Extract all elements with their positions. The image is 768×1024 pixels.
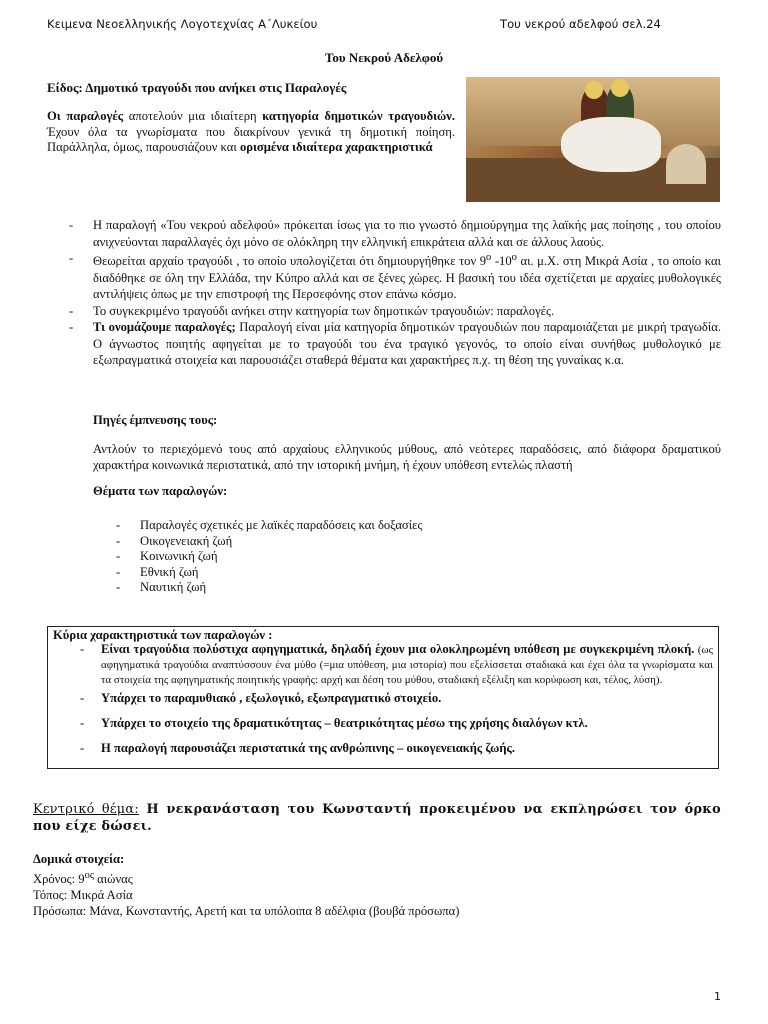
painting-horse (561, 117, 661, 172)
intro-bold-1: Οι παραλογές (47, 109, 124, 123)
intro-bold-2: κατηγορία δημοτικών τραγουδιών. (262, 109, 455, 123)
list-item: - Εθνική ζωή (93, 565, 422, 581)
intro-text-1: αποτελούν μια ιδιαίτερη (123, 109, 263, 123)
list-item-text: Παραλογή είναι μία κατηγορία δημοτικών τραγουδιών που παραμοιάζεται με μικρή τραγωδία. Ο άγνωστος ποιητής αφηγείται με το τραγούδι του ένα τραγικό γεγονός, το οποίο είναι συνήθως μυθολογικό με εξωπραγματικά στοιχεία και παρουσιάζει σταθερά θέματα και χαρακτήρες π.χ. τη θέση της γυναίκας κ.α. (93, 320, 721, 368)
superscript: ο (486, 252, 492, 263)
list-item: - Υπάρχει το στοιχείο της δραματικότητας – θεατρικότητας μέσω της χρήσης διαλόγων κτλ. (53, 716, 713, 731)
list-item: - Η παραλογή παρουσιάζει περιστατικά της ανθρώπινης – οικογενειακής ζωής. (53, 741, 713, 756)
central-theme (33, 801, 721, 835)
central-theme-text: Η νεκρανάσταση του Κωνσταντή προκειμένου να εκπληρώσει τον όρκο που είχε δώσει. (33, 802, 721, 834)
painting-house (666, 144, 706, 184)
list-item-bold: Τι ονομάζουμε παραλογές; (93, 320, 236, 335)
structure-persons: Πρόσωπα: Μάνα, Κωνσταντής, Αρετή και τα υπόλοιπα 8 αδέλφια (βουβά πρόσωπα) (33, 904, 460, 919)
list-item: - Οικογενειακή ζωή (93, 534, 422, 550)
list-item: - Η παραλογή «Του νεκρού αδελφού» πρόκειται ίσως για το πιο γνωστό δημιούργημα της λαϊκής μας ποίησης , του οποίου ανιχνεύονται παραλλαγές όχι μόνο σε ολόκληρη την ελληνική επικράτεια αλλά και σε άλλους λαούς. (47, 217, 721, 250)
intro-bold-3: ορισμένα ιδιαίτερα χαρακτηριστικά (239, 140, 433, 154)
structure-time-text: Χρόνος: 9 (33, 872, 85, 887)
list-item (53, 642, 713, 687)
superscript: ο (511, 252, 517, 263)
list-item-text: αι. μ.Χ. στη Μικρά Ασία , το οποίο και διαδόθηκε σε όλη την Ελλάδα, την Κύπρο αλλά και σε ξένες χώρες. Η βασική του ιδέα σχετίζεται με αρχαίες μυθολογικές αντιλήψεις όπως με την επιστροφή της Περσεφόνης στον επάνω κόσμο. (93, 254, 722, 302)
structure-time-text: αιώνας (94, 872, 133, 887)
painting-halo (585, 81, 603, 99)
list-item-text: -10 (491, 254, 512, 269)
features-box (47, 626, 719, 769)
list-item: - Το συγκεκριμένο τραγούδι ανήκει στην κατηγορία των δημοτικών τραγουδιών: παραλογές. (47, 303, 721, 320)
list-item: - Ναυτική ζωή (93, 580, 422, 596)
features-list (53, 642, 713, 756)
main-bullet-list (47, 217, 721, 369)
themes-list (93, 518, 422, 596)
list-item: - Παραλογές σχετικές με λαϊκές παραδόσεις και δοξασίες (93, 518, 422, 534)
header-left: Κειμενα Νεοελληνικής Λογοτεχνίας Α΄Λυκείου (47, 17, 318, 31)
features-heading: Κύρια χαρακτηριστικά των παραλογών : (53, 628, 273, 642)
structure-time (33, 868, 459, 887)
structure-list (33, 868, 459, 919)
list-item (47, 250, 721, 303)
sources-paragraph: Αντλούν το περιεχόμενό τους από αρχαίους ελληνικούς μύθους, από νεότερες παραδόσεις, από διάφορα δραματικού χαρακτήρα κοινωνικά περιστατικά, από την ιστορική μνήμη, ή έχουν υπόθεση εντελώς πλαστή (93, 442, 721, 472)
intro-text-2: Έχουν όλα τα γνωρίσματα που διακρίνουν γενικά τη δημοτική ποίηση. Παράλληλα, όμως, παρουσιάζουν και (47, 124, 455, 154)
structure-place: Τόπος: Μικρά Ασία (33, 888, 133, 903)
page-title: Του Νεκρού Αδελφού (324, 50, 444, 65)
sources-heading: Πηγές έμπνευσης τους: (93, 413, 218, 427)
intro-paragraph (47, 109, 455, 156)
painting-halo (611, 79, 629, 97)
feature-note: (ως αφηγηματικά τραγούδια αναπτύσσουν ένα μύθο (=μια υπόθεση, μια ιστορία) που εξελίσσεται σταδιακά και έχει όλα τα γνωρίσματα και τα στοιχεία της αφηγηματικής ποιητικής γραφής: αρχή και δέση του μύθου, σταδιακή εξέλιξη και κορύφωση και, τέλος, λύση). (101, 644, 713, 686)
list-item: - Υπάρχει το παραμυθιακό , εξωλογικό, εξωπραγματικό στοιχείο. (53, 691, 713, 706)
genre-line: Είδος: Δημοτικό τραγούδι που ανήκει στις Παραλογές (47, 80, 347, 95)
structure-heading: Δομικά στοιχεία: (33, 852, 125, 866)
themes-heading: Θέματα των παραλογών: (93, 484, 228, 498)
list-item (47, 319, 721, 369)
feature-bold: Είναι τραγούδια πολύστιχα αφηγηματικά, δηλαδή έχουν μια ολοκληρωμένη υπόθεση με συγκεκριμένη πλοκή. (101, 642, 695, 656)
list-item-text: Θεωρείται αρχαίο τραγούδι , το οποίο υπολογίζεται ότι δημιουργήθηκε τον 9 (93, 254, 487, 269)
list-item: - Κοινωνική ζωή (93, 549, 422, 565)
superscript: ος (84, 870, 95, 881)
header-right: Του νεκρού αδελφού σελ.24 (500, 17, 661, 31)
page-number: 1 (714, 990, 721, 1003)
central-theme-label: Κεντρικό θέμα: (33, 802, 139, 817)
icon-painting (466, 77, 720, 202)
